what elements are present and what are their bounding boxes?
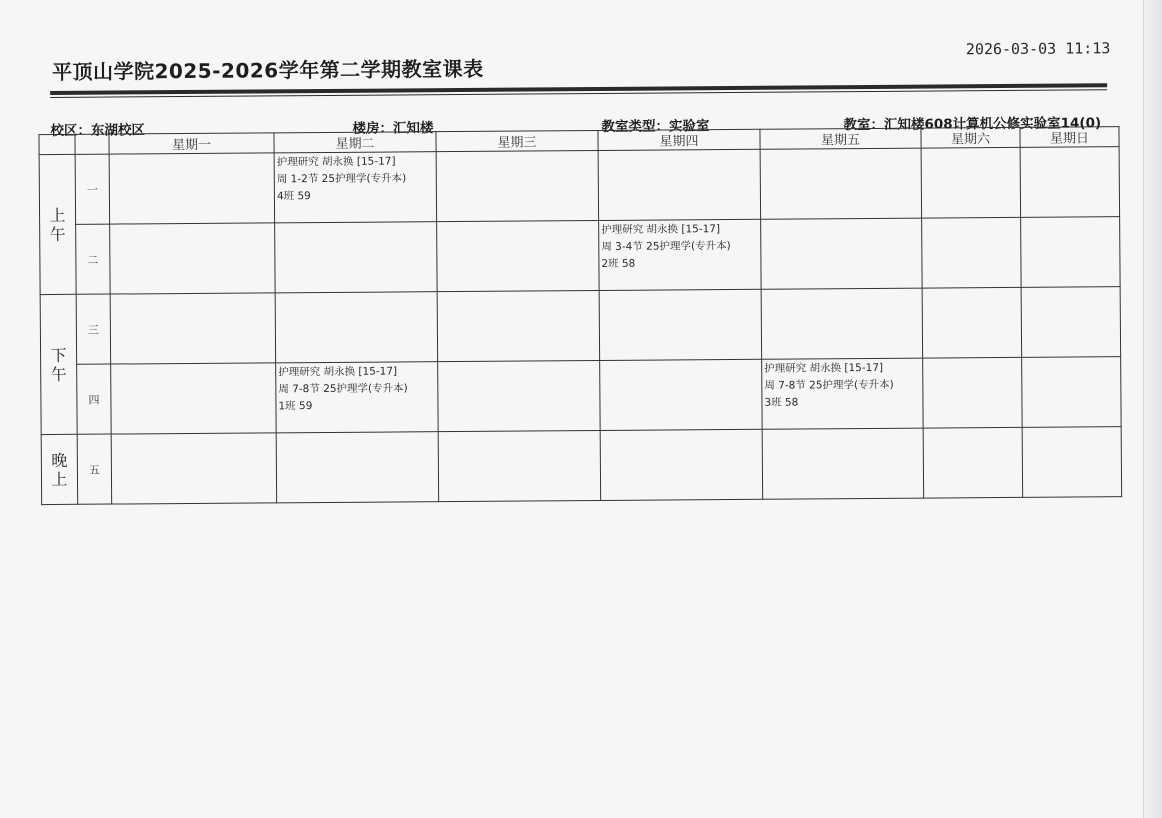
cell-p3-fri bbox=[761, 288, 923, 359]
period-row-2 bbox=[40, 217, 1120, 295]
cell-p4-fri bbox=[762, 358, 924, 429]
cell-p3-wed bbox=[437, 290, 600, 361]
course-entry: 护理研究 胡永换 [15-17] 周 1-2节 25护理学(专升本) 4班 59 bbox=[276, 155, 407, 203]
afternoon-label-text: 下 午 bbox=[50, 345, 67, 384]
cell-p2-thu bbox=[599, 219, 762, 290]
cell-p1-sun bbox=[1020, 147, 1120, 218]
classroom-label: 教室：汇知楼608计算机公修实验室14(0) bbox=[843, 115, 1102, 134]
morning-label-text: 上 午 bbox=[49, 205, 66, 244]
afternoon-label bbox=[40, 294, 77, 434]
morning-label bbox=[39, 154, 76, 294]
day-header-mon: 星期一 bbox=[109, 133, 274, 154]
cell-p1-sat bbox=[921, 147, 1021, 218]
cell-p3-sat bbox=[922, 287, 1022, 358]
period-row-5 bbox=[41, 427, 1121, 505]
period-number-2: 二 bbox=[76, 224, 111, 294]
period-row-1 bbox=[39, 147, 1119, 225]
page-title: 平顶山学院2025-2026学年第二学期教室课表 bbox=[51, 56, 484, 84]
period-number-4: 四 bbox=[77, 364, 112, 434]
cell-p5-mon bbox=[111, 433, 277, 504]
cell-p2-fri bbox=[761, 218, 923, 289]
cell-p5-sun bbox=[1022, 427, 1122, 498]
period-row-4 bbox=[41, 357, 1121, 435]
cell-p1-mon bbox=[109, 153, 275, 224]
day-header-tue: 星期二 bbox=[274, 132, 436, 153]
room-type-label: 教室类型：实验室 bbox=[601, 118, 710, 135]
period-number-5: 五 bbox=[77, 434, 112, 504]
timetable-grid bbox=[38, 126, 1122, 505]
cell-p2-mon bbox=[110, 223, 276, 294]
cell-p3-thu bbox=[599, 289, 762, 360]
corner-cell bbox=[75, 134, 109, 154]
cell-p1-fri bbox=[760, 148, 922, 219]
cell-p3-tue bbox=[275, 292, 438, 363]
cell-p1-tue bbox=[274, 152, 437, 223]
building-label: 楼房：汇知楼 bbox=[352, 120, 434, 137]
print-timestamp: 2026-03-03 11:13 bbox=[965, 39, 1111, 59]
period-row-3 bbox=[40, 287, 1120, 365]
cell-p4-thu bbox=[600, 359, 763, 430]
day-header-thu: 星期四 bbox=[598, 129, 760, 150]
cell-p5-tue bbox=[276, 432, 439, 503]
corner-cell bbox=[39, 134, 75, 154]
evening-label bbox=[41, 434, 78, 504]
campus-label: 校区：东湖校区 bbox=[50, 122, 146, 139]
day-header-fri: 星期五 bbox=[760, 128, 921, 149]
cell-p3-mon bbox=[110, 293, 276, 364]
cell-p1-thu bbox=[598, 149, 761, 220]
cell-p4-mon bbox=[111, 363, 277, 434]
cell-p2-wed bbox=[437, 220, 600, 291]
cell-p5-sat bbox=[923, 427, 1023, 498]
cell-p1-wed bbox=[436, 150, 599, 221]
evening-label-text: 晚 上 bbox=[51, 450, 68, 489]
cell-p4-wed bbox=[438, 360, 601, 431]
course-entry: 护理研究 胡永换 [15-17] 周 3-4节 25护理学(专升本) 2班 58 bbox=[601, 223, 731, 270]
course-entry: 护理研究 胡永换 [15-17] 周 7-8节 25护理学(专升本) 3班 58 bbox=[764, 361, 894, 409]
cell-p5-fri bbox=[762, 428, 924, 499]
day-header-wed: 星期三 bbox=[436, 130, 598, 151]
course-entry: 护理研究 胡永换 [15-17] 周 7-8节 25护理学(专升本) 1班 59 bbox=[278, 365, 408, 413]
cell-p4-sun bbox=[1022, 357, 1122, 428]
period-number-1: 一 bbox=[75, 154, 110, 224]
cell-p2-tue bbox=[275, 222, 438, 293]
day-header-sat: 星期六 bbox=[921, 127, 1020, 148]
cell-p4-sat bbox=[923, 357, 1023, 428]
cell-p3-sun bbox=[1021, 287, 1121, 358]
cell-p4-tue bbox=[276, 362, 439, 433]
cell-p5-wed bbox=[438, 430, 601, 501]
cell-p2-sun bbox=[1021, 217, 1121, 288]
cell-p5-thu bbox=[600, 429, 763, 500]
cell-p2-sat bbox=[922, 217, 1022, 288]
period-number-3: 三 bbox=[76, 294, 111, 364]
day-header-sun: 星期日 bbox=[1020, 127, 1119, 148]
